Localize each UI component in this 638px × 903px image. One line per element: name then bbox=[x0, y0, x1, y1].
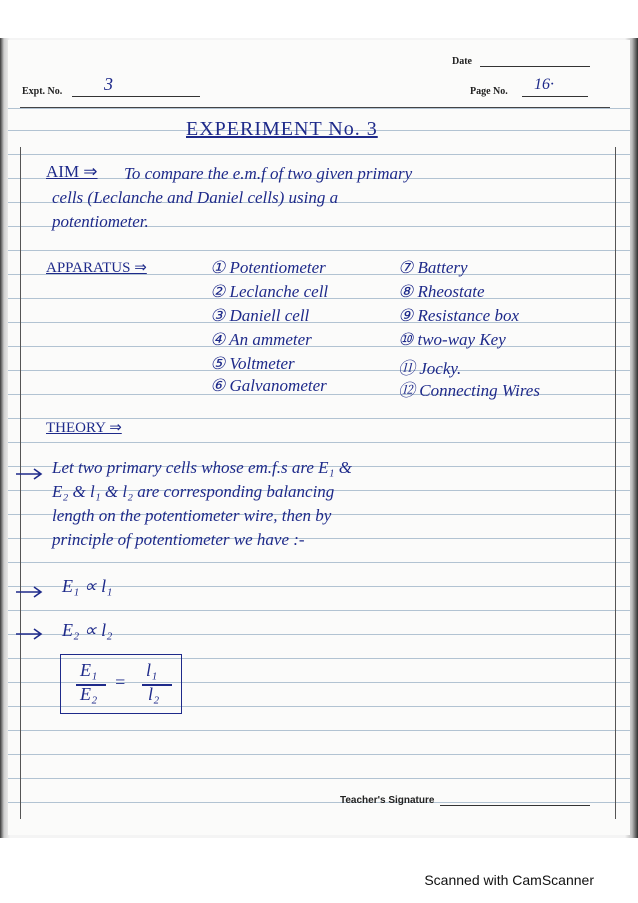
apparatus-item: ⑫ Connecting Wires bbox=[398, 381, 540, 400]
apparatus-item: ⑤ Voltmeter bbox=[210, 354, 295, 373]
aim-label: AIM ⇒ bbox=[46, 162, 98, 181]
scanner-watermark: Scanned with CamScanner bbox=[424, 872, 594, 888]
theory-line-3: length on the potentiometer wire, then by bbox=[52, 506, 332, 525]
apparatus-item: ⑪ Jocky. bbox=[398, 359, 462, 378]
aim-line-1: To compare the e.m.f of two given primary bbox=[124, 164, 413, 183]
apparatus-item: ④ An ammeter bbox=[210, 330, 312, 349]
equation-2: E₂ ∝ l₂ bbox=[62, 620, 113, 640]
theory-line-1: Let two primary cells whose em.f.s are E₁ & bbox=[52, 458, 352, 477]
aim-line-3: potentiometer. bbox=[52, 212, 149, 231]
apparatus-item: ③ Daniell cell bbox=[210, 306, 310, 325]
formula bbox=[80, 660, 180, 708]
page-label: Page No. bbox=[470, 86, 508, 97]
formula-equals: = bbox=[114, 672, 127, 692]
notebook-page bbox=[8, 40, 630, 835]
formula-rhs-numerator: l₁ bbox=[146, 660, 158, 680]
page-value: 16· bbox=[534, 76, 554, 93]
signature-line bbox=[440, 805, 590, 806]
apparatus-item: ⑩ two-way Key bbox=[398, 330, 506, 349]
bullet-arrow-icon bbox=[14, 586, 44, 598]
aim-line-2: cells (Leclanche and Daniel cells) using a bbox=[52, 188, 339, 207]
theory-label: THEORY ⇒ bbox=[46, 420, 122, 436]
equation-1: E₁ ∝ l₁ bbox=[62, 576, 113, 596]
apparatus-item: ② Leclanche cell bbox=[210, 282, 329, 301]
theory-line-4: principle of potentiometer we have :- bbox=[52, 530, 305, 549]
expt-value: 3 bbox=[104, 74, 113, 94]
expt-label: Expt. No. bbox=[22, 86, 63, 97]
apparatus-item: ⑨ Resistance box bbox=[398, 306, 519, 325]
apparatus-item: ⑦ Battery bbox=[398, 258, 468, 277]
formula-lhs-denominator: E₂ bbox=[80, 684, 98, 704]
apparatus-label: APPARATUS ⇒ bbox=[46, 260, 147, 276]
apparatus-item: ⑥ Galvanometer bbox=[210, 376, 327, 395]
date-label: Date bbox=[452, 56, 472, 67]
formula-rhs-denominator: l₂ bbox=[148, 684, 160, 704]
header-rule bbox=[20, 107, 610, 108]
bullet-arrow-icon bbox=[14, 628, 44, 640]
page-line bbox=[522, 96, 588, 97]
formula-lhs-numerator: E₁ bbox=[80, 660, 98, 680]
signature-label: Teacher's Signature bbox=[340, 795, 435, 806]
expt-line bbox=[72, 96, 200, 97]
page-title: EXPERIMENT No. 3 bbox=[186, 118, 378, 140]
apparatus-item: ① Potentiometer bbox=[210, 258, 326, 277]
apparatus-item: ⑧ Rheostate bbox=[398, 282, 485, 301]
date-line bbox=[480, 66, 590, 67]
theory-line-2: E₂ & l₁ & l₂ are corresponding balancing bbox=[52, 482, 335, 501]
bullet-arrow-icon bbox=[14, 468, 44, 480]
